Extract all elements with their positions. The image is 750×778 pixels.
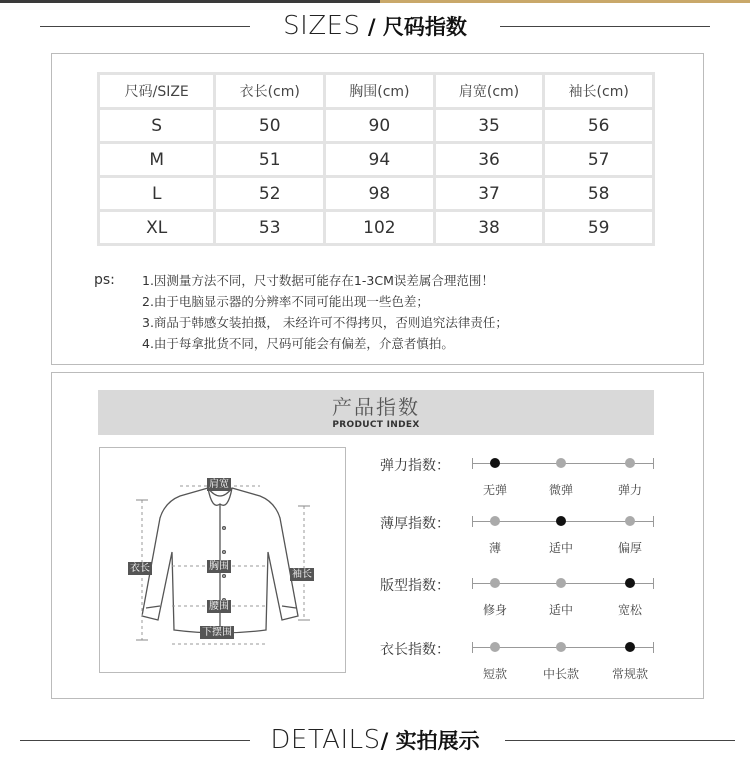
elasticity-index xyxy=(380,455,680,495)
header-chest: 胸围(cm) xyxy=(325,74,435,109)
metric-name: 版型指数： xyxy=(380,578,450,594)
sizes-title-en: SIZES xyxy=(283,11,361,41)
scale-end-tick xyxy=(472,642,473,653)
header-length: 衣长(cm) xyxy=(215,74,325,109)
cell-shoulder: 36 xyxy=(434,143,544,177)
selected-level-dot xyxy=(556,516,566,526)
header-shoulder: 肩宽(cm) xyxy=(434,74,544,109)
label-shoulder: 肩宽 xyxy=(209,479,229,490)
cell-length: 50 xyxy=(215,109,325,143)
scale-end-tick xyxy=(653,516,654,527)
level-dot xyxy=(625,516,635,526)
level-option-label: 无弹 xyxy=(482,483,507,497)
size-chart-panel xyxy=(51,53,704,365)
label-length: 衣长 xyxy=(130,563,150,574)
measurement-diagram xyxy=(99,447,346,673)
fit-index xyxy=(380,575,680,615)
note-item: 2.由于电脑显示器的分辨率不同可能出现一些色差； xyxy=(142,294,429,309)
level-dot xyxy=(556,578,566,588)
cell-sleeve: 59 xyxy=(544,211,654,245)
label-chest: 胸围 xyxy=(209,561,229,572)
selected-level-dot xyxy=(625,642,635,652)
product-index-title-zh: 产品指数 xyxy=(332,395,420,419)
metric-scale xyxy=(472,463,653,497)
size-table-header-row xyxy=(99,74,654,109)
notes-label: ps: xyxy=(94,272,115,288)
label-hem: 下摆围 xyxy=(202,627,232,638)
cell-shoulder: 35 xyxy=(434,109,544,143)
note-item: 4.由于每拿批货不同，尺码可能会有偏差，介意者慎拍。 xyxy=(142,336,454,351)
level-dot xyxy=(556,642,566,652)
metric-name: 薄厚指数： xyxy=(380,516,450,532)
size-table xyxy=(97,72,655,246)
label-sleeve: 袖长 xyxy=(292,569,312,580)
table-row xyxy=(99,211,654,245)
level-option-label: 宽松 xyxy=(617,603,642,617)
level-option-label: 短款 xyxy=(482,667,507,681)
length-index xyxy=(380,639,680,679)
sizes-title-zh: 尺码指数 xyxy=(382,15,467,39)
table-row xyxy=(99,143,654,177)
cell-shoulder: 37 xyxy=(434,177,544,211)
level-option-label: 适中 xyxy=(548,603,573,617)
cell-sleeve: 57 xyxy=(544,143,654,177)
scale-end-tick xyxy=(472,458,473,469)
metric-scale xyxy=(472,583,653,617)
header-sleeve: 袖长(cm) xyxy=(544,74,654,109)
level-option-label: 弹力 xyxy=(617,483,642,497)
level-option-label: 修身 xyxy=(482,603,507,617)
top-border-accent xyxy=(380,0,750,3)
cell-length: 51 xyxy=(215,143,325,177)
scale-end-tick xyxy=(653,642,654,653)
note-item: 1.因测量方法不同，尺寸数据可能存在1-3CM误差属合理范围！ xyxy=(142,273,494,288)
scale-end-tick xyxy=(472,578,473,589)
metric-scale xyxy=(472,521,653,555)
cell-size: L xyxy=(99,177,215,211)
label-waist: 腰围 xyxy=(209,601,229,612)
details-section-title xyxy=(0,720,750,760)
product-index-panel xyxy=(51,372,704,699)
cell-chest: 94 xyxy=(325,143,435,177)
sizes-section-title xyxy=(0,6,750,46)
product-index-banner xyxy=(98,390,654,435)
top-border xyxy=(0,0,750,3)
level-dot xyxy=(490,578,500,588)
metric-scale xyxy=(472,647,653,681)
cell-sleeve: 56 xyxy=(544,109,654,143)
metric-name: 衣长指数： xyxy=(380,642,450,658)
cell-size: S xyxy=(99,109,215,143)
cell-chest: 90 xyxy=(325,109,435,143)
metric-name: 弹力指数： xyxy=(380,458,450,474)
level-dot xyxy=(490,516,500,526)
level-dot xyxy=(490,642,500,652)
cell-size: M xyxy=(99,143,215,177)
level-option-label: 微弹 xyxy=(548,483,573,497)
header-size: 尺码/SIZE xyxy=(99,74,215,109)
level-option-label: 薄 xyxy=(488,541,501,555)
cell-chest: 98 xyxy=(325,177,435,211)
level-option-label: 适中 xyxy=(548,541,573,555)
details-title-en: DETAILS xyxy=(270,725,381,755)
level-dot xyxy=(556,458,566,468)
scale-end-tick xyxy=(653,578,654,589)
cell-size: XL xyxy=(99,211,215,245)
product-index-title-en: PRODUCT INDEX xyxy=(332,420,420,430)
notes-list xyxy=(142,270,508,354)
cell-length: 53 xyxy=(215,211,325,245)
level-option-label: 常规款 xyxy=(611,667,648,681)
note-item: 3.商品于韩感女装拍摄， 未经许可不得拷贝，否则追究法律责任； xyxy=(142,315,508,330)
cell-sleeve: 58 xyxy=(544,177,654,211)
cell-shoulder: 38 xyxy=(434,211,544,245)
title-separator: / xyxy=(360,15,383,39)
table-row xyxy=(99,177,654,211)
scale-end-tick xyxy=(653,458,654,469)
cell-chest: 102 xyxy=(325,211,435,245)
selected-level-dot xyxy=(490,458,500,468)
level-dot xyxy=(625,458,635,468)
scale-end-tick xyxy=(472,516,473,527)
details-title-zh: 实拍展示 xyxy=(395,729,480,753)
level-option-label: 中长款 xyxy=(542,667,579,681)
selected-level-dot xyxy=(625,578,635,588)
thickness-index xyxy=(380,513,680,553)
table-row xyxy=(99,109,654,143)
level-option-label: 偏厚 xyxy=(617,541,642,555)
title-separator: / xyxy=(380,729,396,753)
cell-length: 52 xyxy=(215,177,325,211)
